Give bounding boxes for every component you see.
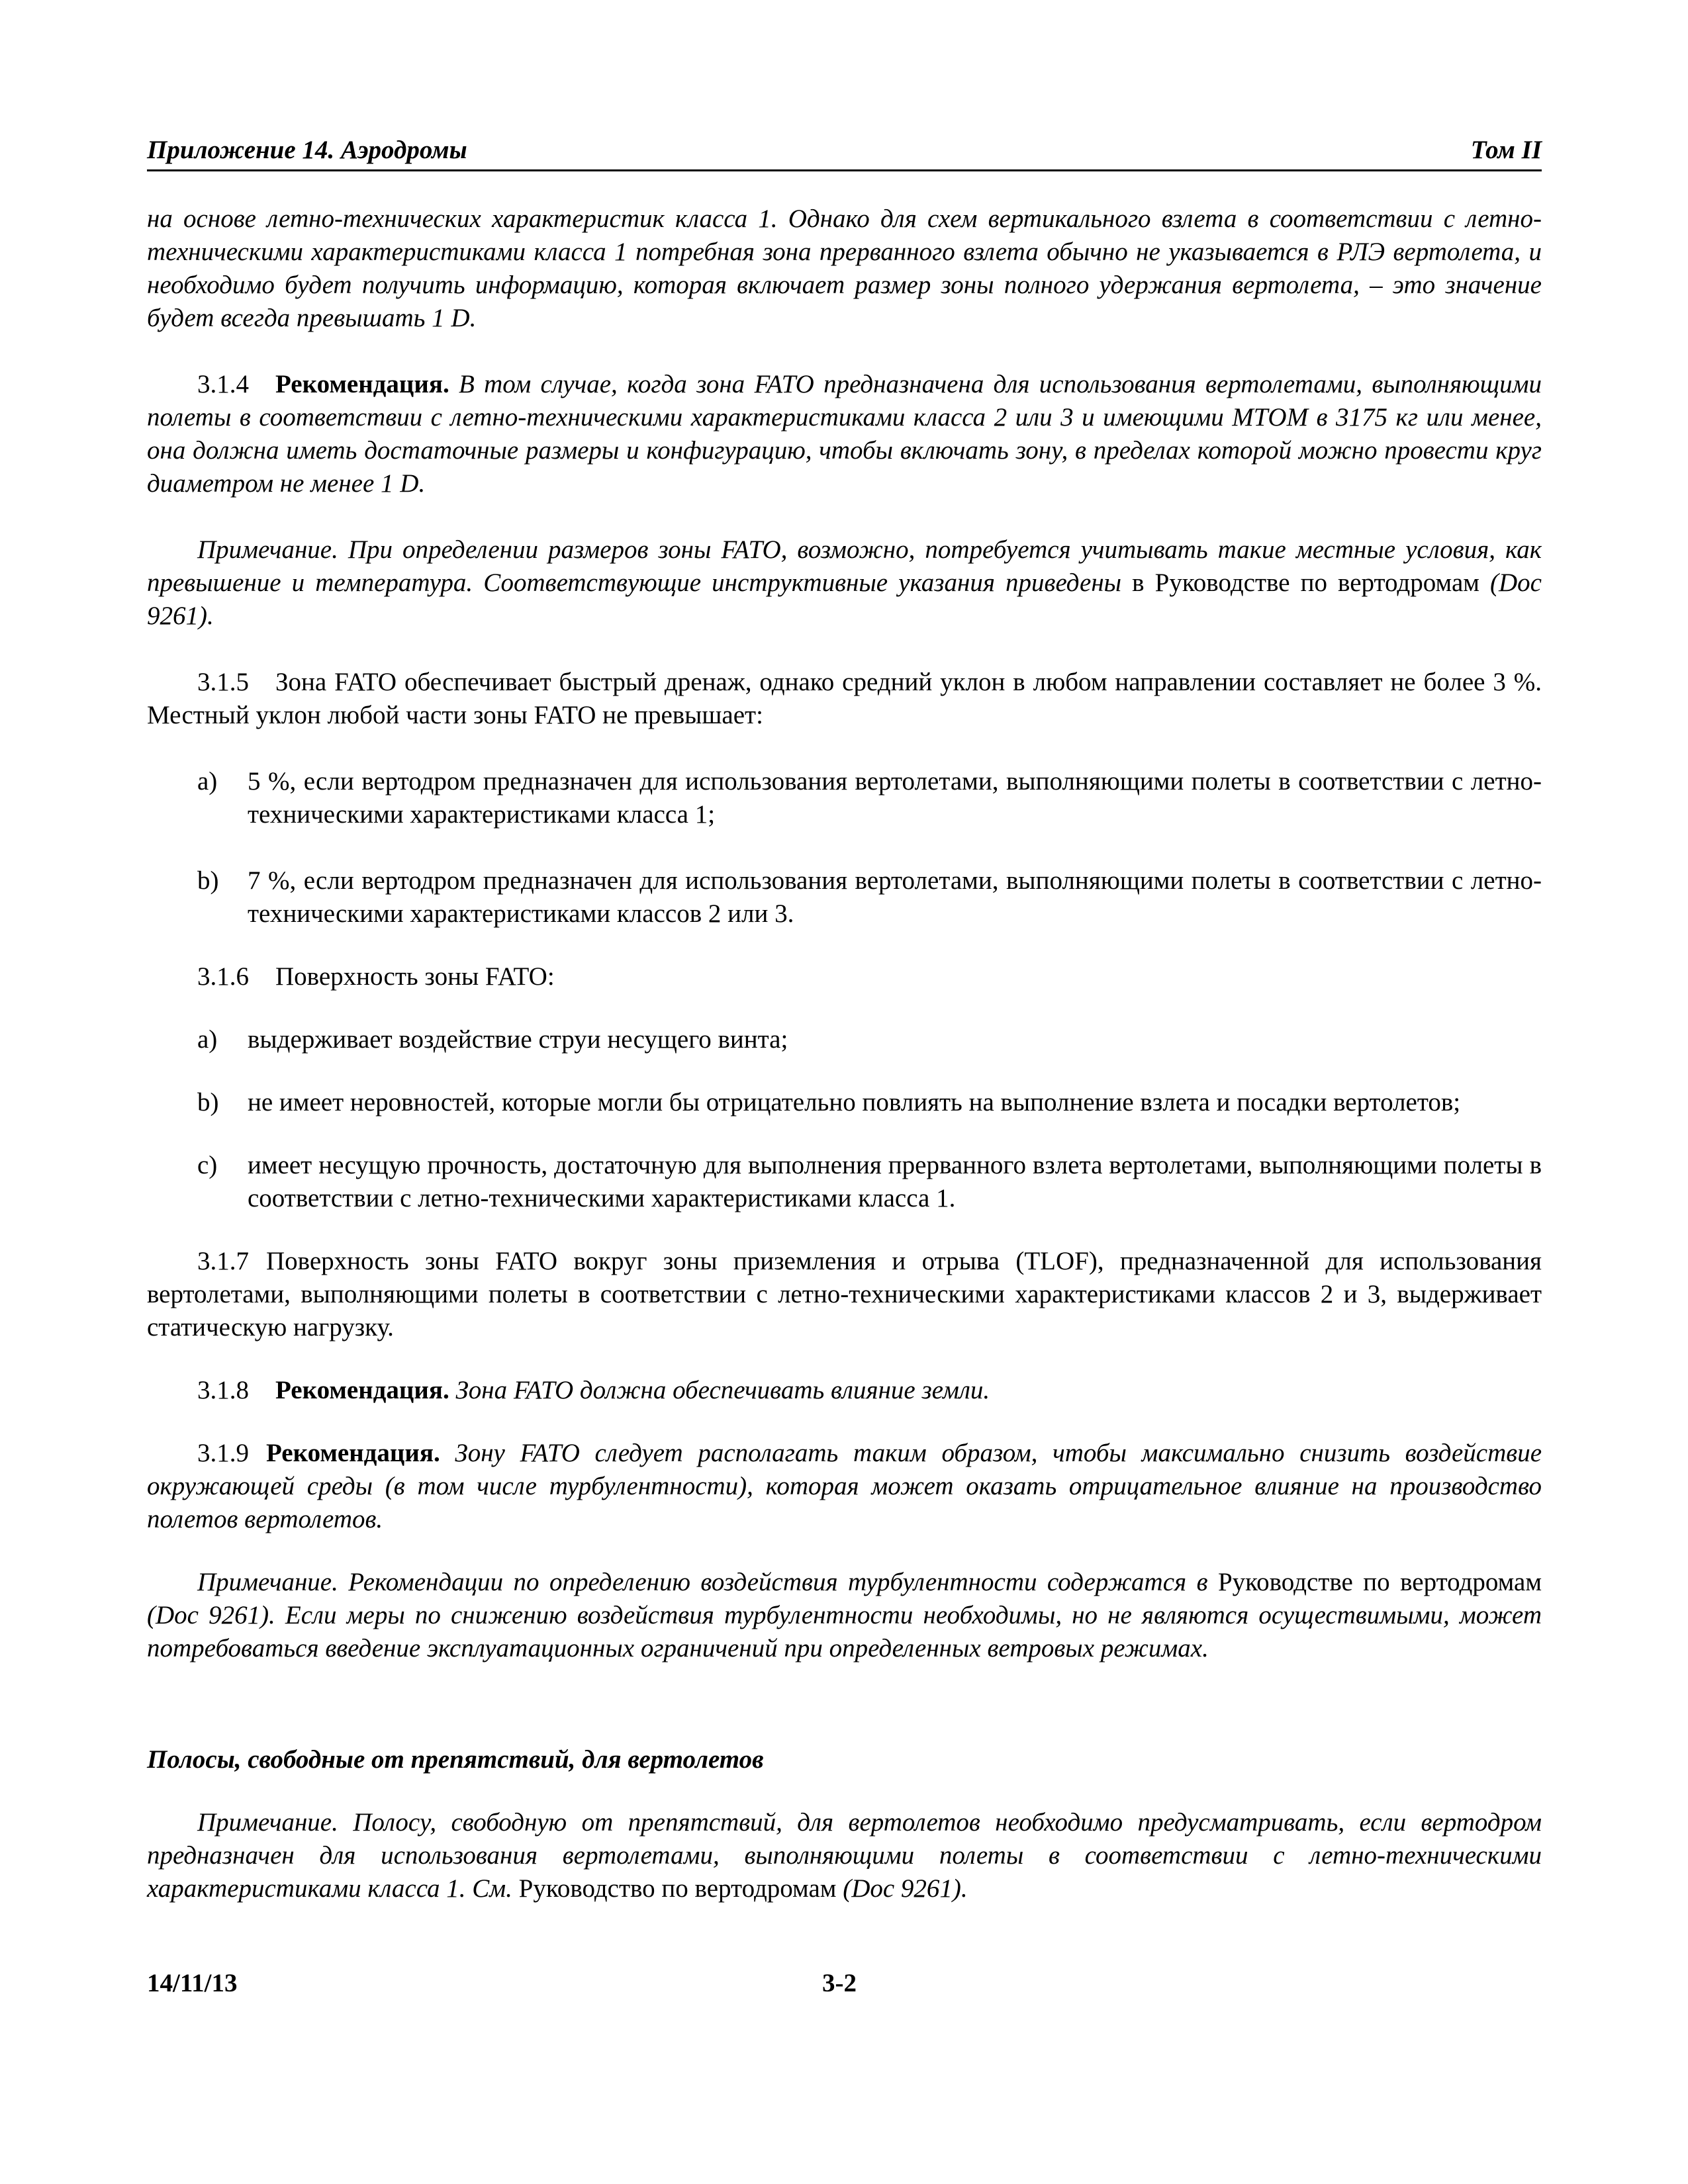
paragraph-3-1-9 [147,1437,1542,1536]
paragraph-number: 3.1.5 [197,668,249,696]
header-volume: Том II [1470,136,1542,164]
paragraph-3-1-8 [147,1374,1542,1407]
paragraph-text: Зону FATO следует располагать таким образом, чтобы максимально снизить воздействие окружающей среды (в том числе турбулентности), которая может оказать отрицательное влияние на производство полетов вертолетов. [147,1439,1542,1533]
section-heading: Полосы, свободные от препятствий, для вертолетов [147,1745,764,1774]
list-item-text: 7 %, если вертодром предназначен для использования вертолетами, выполняющими полеты в соответствии с летно-техническими характеристиками классов 2 или 3. [248,866,1542,928]
footer-date: 14/11/13 [147,1969,238,1997]
recommendation-label: Рекомендация. [275,370,449,398]
note-text: Примечание. При определении размеров зоны FATO, возможно, потребуется учитывать такие местные условия, как превышение и температура. Соответствующие инструктивные указания приведены [147,535,1542,597]
list-item-label: b) [197,866,219,895]
note-reference: в Руководстве по вертодромам [1121,569,1491,597]
paragraph-number: 3.1.4 [197,370,249,398]
list-item [147,765,1542,831]
list-item-label: c) [197,1151,218,1179]
paragraph-text: Поверхность зоны FATO вокруг зоны приземления и отрыва (TLOF), предназначенной для использования вертолетами, выполняющими полеты в соответствии с летно-техническими характеристиками классов 2 и 3, выдерживает статическую нагрузку. [147,1247,1542,1342]
list-item-text: 5 %, если вертодром предназначен для использования вертолетами, выполняющими полеты в соответствии с летно-техническими характеристиками класса 1; [248,767,1542,829]
paragraph-number: 3.1.9 [197,1439,249,1467]
note-reference: Руководство по вертодромам [518,1874,843,1903]
intro-paragraph: на основе летно-технических характеристик класса 1. Однако для схем вертикального взлета в соответствии с летно-техническими характеристиками класса 1 потребная зона прерванного взлета обычно не указывается в РЛЭ вертолета, и необходимо будет получить информацию, которая включает размер зоны полного удержания вертолета, – это значение будет всегда превышать 1 D. [147,205,1542,332]
list-item-label: a) [197,767,218,796]
page-header [147,131,1542,171]
paragraph-text: В том случае, когда зона FATO предназначена для использования вертолетами, выполняющими полеты в соответствии с летно-техническими характеристиками класса 2 или 3 и имеющими МТОМ в 3175 кг или менее, она должна иметь достаточные размеры и конфигурацию, чтобы включать зону, в пределах которой можно провести круг диаметром не менее 1 D. [147,370,1542,498]
list-item-text: выдерживает воздействие струи несущего винта; [248,1025,788,1054]
paragraph-text: Поверхность зоны FATO: [275,962,555,991]
note-reference: Руководстве по вертодромам [1217,1568,1542,1596]
list-item-text: не имеет неровностей, которые могли бы отрицательно повлиять на выполнение взлета и посадки вертолетов; [248,1088,1461,1116]
note-turbulence [147,1566,1542,1665]
recommendation-label: Рекомендация. [275,1376,449,1404]
header-title: Приложение 14. Аэродромы [147,136,467,164]
note-text-continued: (Doc 9261). Если меры по снижению воздействия турбулентности необходимы, но не являются осуществимыми, может потребоваться введение эксплуатационных ограничений при определенных ветровых режимах. [147,1601,1542,1662]
paragraph-3-1-5 [147,666,1542,732]
note-fato-size [147,533,1542,633]
list-item-label: b) [197,1088,219,1116]
paragraph-3-1-6 [147,960,1542,993]
note-clearway [147,1806,1542,1905]
note-doc-ref: (Doc 9261). [843,1874,968,1903]
paragraph-3-1-4 [147,368,1542,500]
paragraph-text: Зона FATO должна обеспечивать влияние земли. [455,1376,990,1404]
note-text: Примечание. Рекомендации по определению воздействия турбулентности содержатся в [197,1568,1218,1596]
note-doc-ref: (Doc 9261). [147,569,1542,630]
list-item-label: a) [197,1025,218,1054]
list-item [147,1149,1542,1215]
list-item [147,1086,1542,1119]
page-number: 3-2 [822,1969,857,1997]
list-item-text: имеет несущую прочность, достаточную для выполнения прерванного взлета вертолетами, выполняющими полеты в соответствии с летно-техническими характеристиками класса 1. [248,1151,1542,1212]
recommendation-label: Рекомендация. [266,1439,440,1467]
list-item [147,1023,1542,1056]
paragraph-text: Зона FATO обеспечивает быстрый дренаж, однако средний уклон в любом направлении составляет не более 3 %. Местный уклон любой части зоны FATO не превышает: [147,668,1542,729]
paragraph-3-1-7 [147,1245,1542,1344]
note-text: Примечание. Полосу, свободную от препятствий, для вертолетов необходимо предусматривать, если вертодром предназначен для использования вертолетами, выполняющими полеты в соответствии с летно-техническими характеристиками класса 1. См. [147,1808,1542,1903]
paragraph-number: 3.1.8 [197,1376,249,1404]
paragraph-number: 3.1.7 [197,1247,249,1275]
page-body [147,203,1542,1905]
list-item [147,864,1542,931]
paragraph-number: 3.1.6 [197,962,249,991]
